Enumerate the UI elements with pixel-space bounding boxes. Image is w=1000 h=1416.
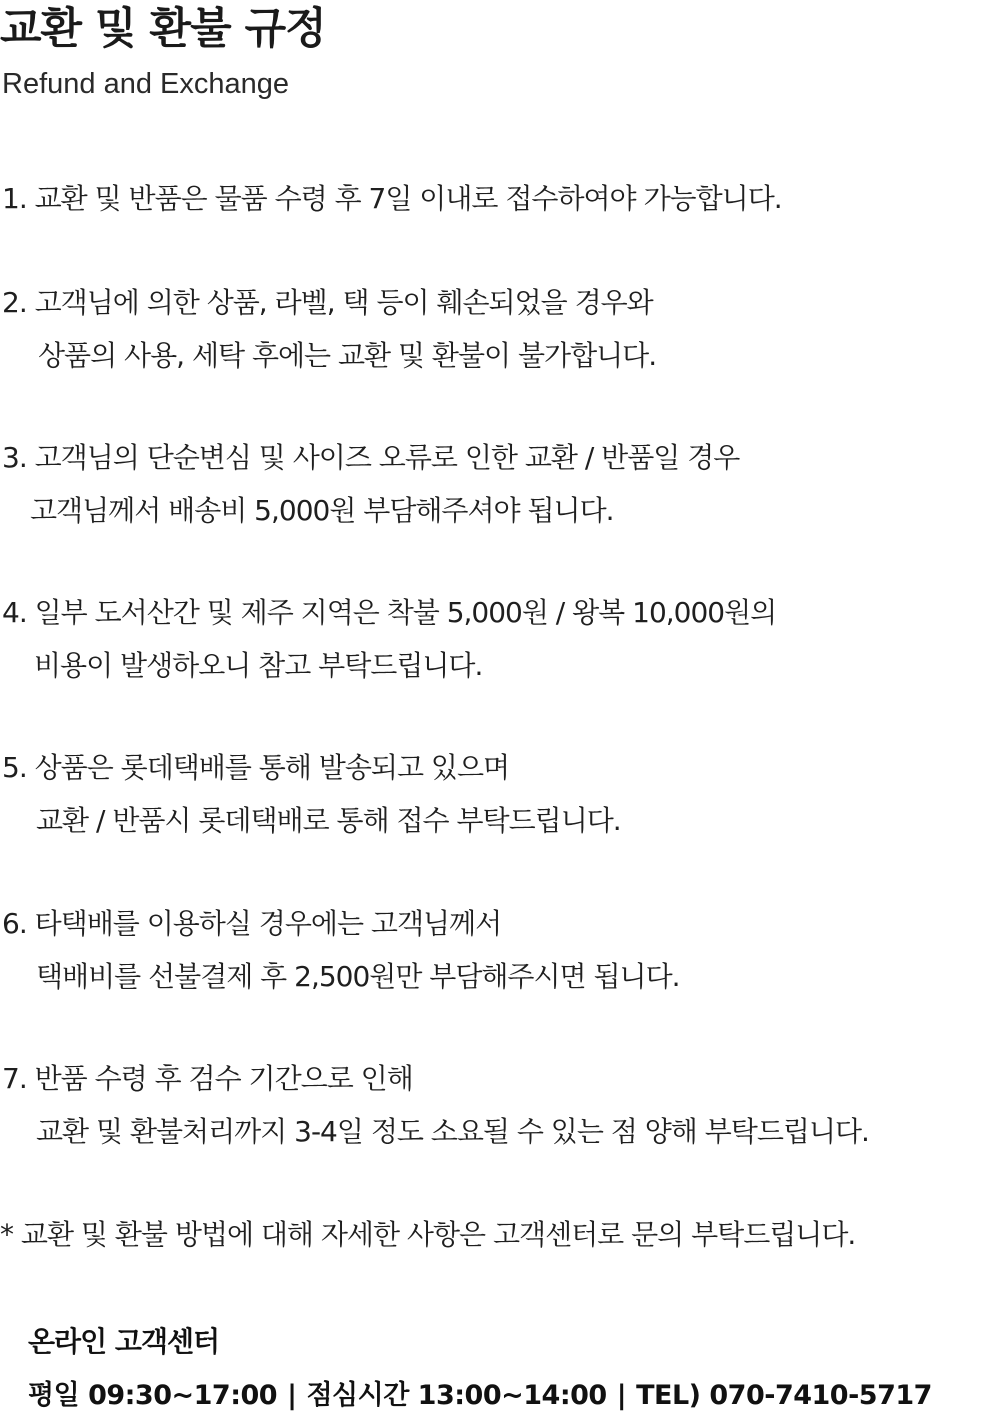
page-title: 교환 및 환불 규정 [0, 4, 326, 54]
page-subtitle: Refund and Exchange [2, 68, 289, 100]
weekday-hours: 평일 09:30~17:00 [28, 1380, 278, 1411]
policy-item-3-line-1: 3. 고객님의 단순변심 및 사이즈 오류로 인한 교환 / 반품일 경우 [2, 441, 740, 474]
policy-item-3-line-2: 고객님께서 배송비 5,000원 부담해주셔야 됩니다. [30, 494, 614, 527]
policy-item-2-line-2: 상품의 사용, 세탁 후에는 교환 및 환불이 불가합니다. [38, 339, 657, 372]
policy-item-4-line-2: 비용이 발생하오니 참고 부탁드립니다. [34, 649, 483, 682]
policy-item-7-line-1: 7. 반품 수령 후 검수 기간으로 인해 [2, 1062, 413, 1095]
customer-center-hours [28, 1376, 932, 1416]
policy-item-7-line-2: 교환 및 환불처리까지 3-4일 정도 소요될 수 있는 점 양해 부탁드립니다. [36, 1115, 869, 1148]
separator-1: | [287, 1380, 297, 1411]
separator-2: | [616, 1380, 627, 1411]
policy-item-2-line-1: 2. 고객님에 의한 상품, 라벨, 택 등이 훼손되었을 경우와 [2, 286, 653, 319]
policy-item-1-line-1: 1. 교환 및 반품은 물품 수령 후 7일 이내로 접수하여야 가능합니다. [2, 182, 782, 215]
lunch-hours: 점심시간 13:00~14:00 [306, 1380, 607, 1411]
policy-item-5-line-1: 5. 상품은 롯데택배를 통해 발송되고 있으며 [2, 751, 510, 784]
policy-item-5-line-2: 교환 / 반품시 롯데택배로 통해 접수 부탁드립니다. [36, 804, 621, 837]
phone-number: TEL) 070-7410-5717 [636, 1380, 932, 1411]
policy-item-6-line-1: 6. 타택배를 이용하실 경우에는 고객님께서 [2, 907, 502, 940]
customer-center-heading: 온라인 고객센터 [28, 1325, 220, 1358]
policy-item-6-line-2: 택배비를 선불결제 후 2,500원만 부담해주시면 됩니다. [36, 960, 680, 993]
inquiry-note: * 교환 및 환불 방법에 대해 자세한 사항은 고객센터로 문의 부탁드립니다. [0, 1218, 856, 1251]
policy-item-4-line-1: 4. 일부 도서산간 및 제주 지역은 착불 5,000원 / 왕복 10,000원의 [2, 596, 777, 629]
